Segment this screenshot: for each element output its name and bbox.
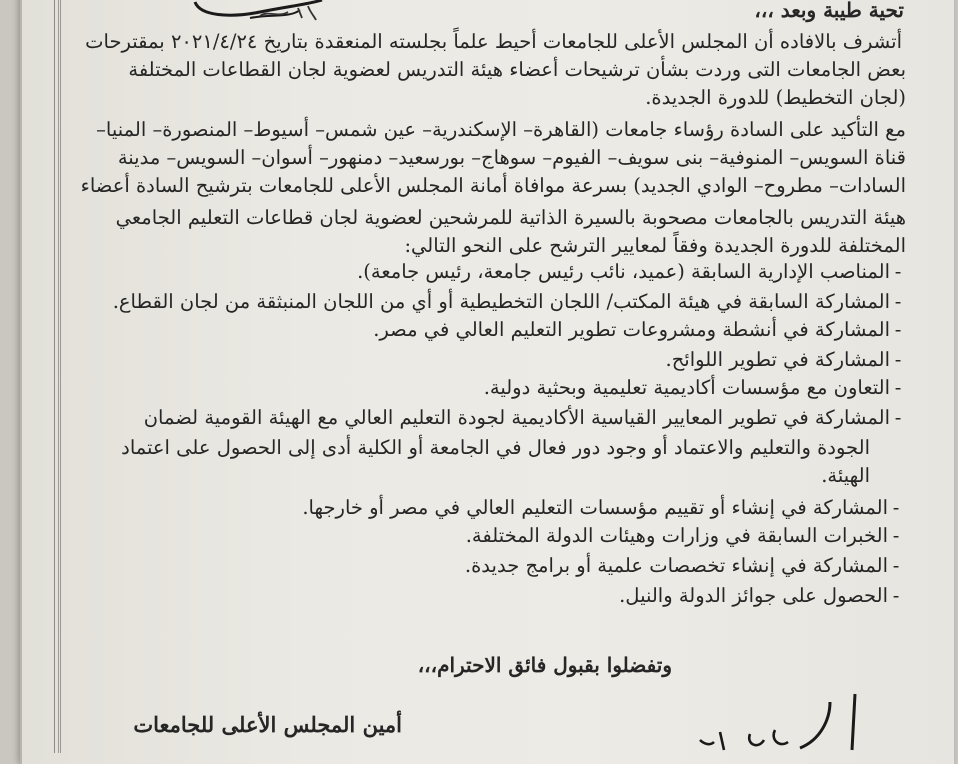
binding-line <box>54 0 59 753</box>
criterion-9: -المشاركة في إنشاء تخصصات علمية أو برامج جديدة. <box>464 554 900 577</box>
paragraph1-line-2: بعض الجامعات التى وردت بشأن ترشيحات أعضاء هيئة التدريس لعضوية لجان القطاعات المختلفة <box>128 58 906 81</box>
paragraph2-line-5: المختلفة للدورة الجديدة وفقاً لمعايير الترشح على النحو التالي: <box>404 234 906 257</box>
criterion-8: -الخبرات السابقة في وزارات وهيئات الدولة المختلفة. <box>465 524 900 547</box>
paragraph1-line-3: (لجان التخطيط) للدورة الجديدة. <box>645 86 906 109</box>
criterion-7: -المشاركة في إنشاء أو تقييم مؤسسات التعليم العالي في مصر أو خارجها. <box>302 496 900 519</box>
paragraph2-line-4: هيئة التدريس بالجامعات مصحوبة بالسيرة الذاتية للمرشحين لعضوية لجان قطاعات التعليم الجامعي <box>115 206 906 229</box>
criterion-6-line-2: الجودة والتعليم والاعتماد أو وجود دور فعال في الجامعة أو الكلية أدى إلى الحصول على اعتماد <box>121 436 870 459</box>
paragraph1-line-1: أتشرف بالافاده أن المجلس الأعلى للجامعات أحيط علماً بجلسته المنعقدة بتاريخ ٢٠٢١/٤/٢٤ بمقترحات <box>85 30 902 53</box>
signatory-title: أمين المجلس الأعلى للجامعات <box>133 712 402 737</box>
paragraph2-line-1: مع التأكيد على السادة رؤساء جامعات (القاهرة– الإسكندرية– عين شمس– أسيوط– المنصورة– المنيا– <box>96 118 906 141</box>
greeting: تحية طيبة وبعد ،،، <box>754 0 904 22</box>
criterion-3: -المشاركة في أنشطة ومشروعات تطوير التعليم العالي في مصر. <box>373 318 902 341</box>
paragraph2-line-3: السادات– مطروح– الوادي الجديد) بسرعة موافاة أمانة المجلس الأعلى للجامعات بترشيح السادة أعضاء <box>80 174 906 197</box>
top-mark <box>258 2 318 24</box>
criterion-1: -المناصب الإدارية السابقة (عميد، نائب رئيس جامعة، رئيس جامعة). <box>357 260 902 283</box>
closing-salutation: وتفضلوا بقبول فائق الاحترام،،، <box>417 653 672 677</box>
criterion-2: -المشاركة السابقة في هيئة المكتب/ اللجان التخطيطية أو أي من اللجان المنبثقة من لجان القطاع. <box>112 290 902 313</box>
bottom-signature-scribble <box>680 690 880 753</box>
criterion-6-line-3: الهيئة. <box>821 464 870 487</box>
criterion-5: -التعاون مع مؤسسات أكاديمية تعليمية وبحثية دولية. <box>483 376 902 399</box>
criterion-6-line-1: -المشاركة في تطوير المعايير القياسية الأكاديمية لجودة التعليم العالي مع الهيئة القومية لضمان <box>143 406 902 429</box>
criterion-4: -المشاركة في تطوير اللوائح. <box>665 348 902 371</box>
paragraph2-line-2: قناة السويس– المنوفية– بنى سويف– الفيوم– سوهاج– بورسعيد– دمنهور– أسوان– السويس– مدينة <box>117 146 906 169</box>
criterion-10: -الحصول على جوائز الدولة والنيل. <box>619 584 900 607</box>
